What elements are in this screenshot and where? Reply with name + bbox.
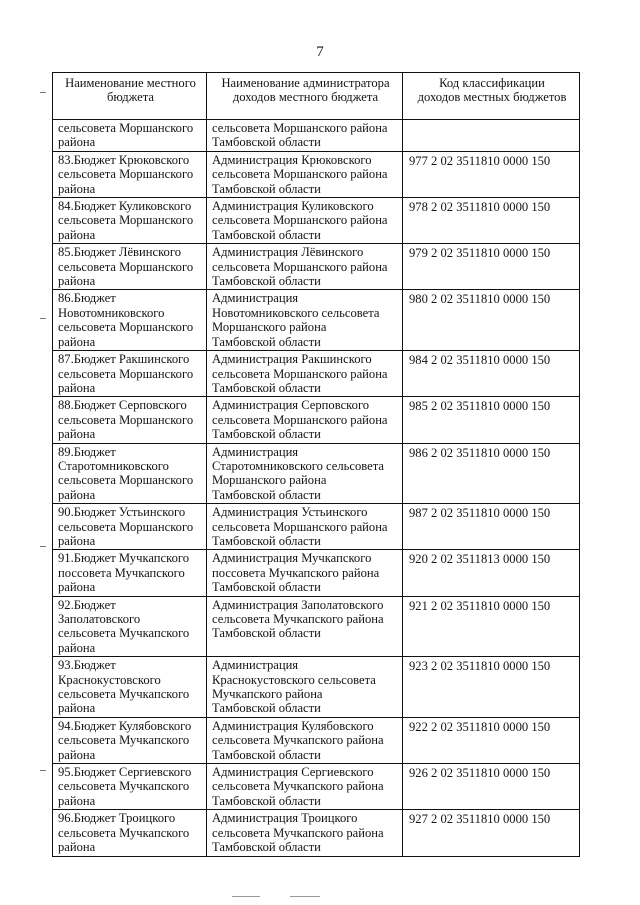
- cell-budget-name: 92.Бюджет Заполатовского сельсовета Мучкапского района: [53, 596, 207, 657]
- cell-classification-code: [403, 120, 580, 152]
- margin-mark: [40, 770, 46, 771]
- cell-budget-name: 95.Бюджет Сергиевского сельсовета Мучкапского района: [53, 764, 207, 810]
- cell-administrator-name: Администрация Крюковского сельсовета Моршанского района Тамбовской области: [207, 151, 403, 197]
- cell-classification-code: 920 2 02 3511813 0000 150: [403, 550, 580, 596]
- cell-administrator-name: Администрация Троицкого сельсовета Мучкапского района Тамбовской области: [207, 810, 403, 856]
- cell-classification-code: 980 2 02 3511810 0000 150: [403, 290, 580, 351]
- table-row: [53, 596, 580, 657]
- table-row: [53, 120, 580, 152]
- cell-budget-name: 89.Бюджет Старотомниковского сельсовета Моршанского района: [53, 443, 207, 504]
- table-row: [53, 717, 580, 763]
- header-row: [53, 73, 580, 120]
- cell-budget-name: 88.Бюджет Серповского сельсовета Моршанского района: [53, 397, 207, 443]
- table-row: [53, 244, 580, 290]
- cell-administrator-name: Администрация Лёвинского сельсовета Моршанского района Тамбовской области: [207, 244, 403, 290]
- cell-administrator-name: Администрация Мучкапского поссовета Мучкапского района Тамбовской области: [207, 550, 403, 596]
- table-row: [53, 351, 580, 397]
- table-row: [53, 504, 580, 550]
- table-row: [53, 198, 580, 244]
- footer-mark: [290, 896, 320, 897]
- cell-administrator-name: Администрация Устьинского сельсовета Моршанского района Тамбовской области: [207, 504, 403, 550]
- table-row: [53, 151, 580, 197]
- cell-administrator-name: Администрация Куликовского сельсовета Моршанского района Тамбовской области: [207, 198, 403, 244]
- table-row: [53, 443, 580, 504]
- cell-classification-code: 922 2 02 3511810 0000 150: [403, 717, 580, 763]
- cell-administrator-name: сельсовета Моршанского района Тамбовской области: [207, 120, 403, 152]
- cell-classification-code: 977 2 02 3511810 0000 150: [403, 151, 580, 197]
- cell-classification-code: 987 2 02 3511810 0000 150: [403, 504, 580, 550]
- cell-classification-code: 927 2 02 3511810 0000 150: [403, 810, 580, 856]
- cell-budget-name: 90.Бюджет Устьинского сельсовета Моршанского района: [53, 504, 207, 550]
- header-budget-name: Наименование местного бюджета: [53, 73, 207, 120]
- cell-budget-name: 86.Бюджет Новотомниковского сельсовета Моршанского района: [53, 290, 207, 351]
- cell-budget-name: 87.Бюджет Ракшинского сельсовета Моршанского района: [53, 351, 207, 397]
- margin-mark: [40, 546, 46, 547]
- cell-administrator-name: Администрация Новотомниковского сельсовета Моршанского района Тамбовской области: [207, 290, 403, 351]
- cell-budget-name: 84.Бюджет Куликовского сельсовета Моршанского района: [53, 198, 207, 244]
- cell-classification-code: 923 2 02 3511810 0000 150: [403, 657, 580, 718]
- table-row: [53, 290, 580, 351]
- cell-classification-code: 985 2 02 3511810 0000 150: [403, 397, 580, 443]
- cell-classification-code: 986 2 02 3511810 0000 150: [403, 443, 580, 504]
- cell-administrator-name: Администрация Серповского сельсовета Моршанского района Тамбовской области: [207, 397, 403, 443]
- footer-mark: [232, 896, 260, 897]
- table-row: [53, 810, 580, 856]
- table-row: [53, 397, 580, 443]
- cell-budget-name: 91.Бюджет Мучкапского поссовета Мучкапского района: [53, 550, 207, 596]
- cell-budget-name: сельсовета Моршанского района: [53, 120, 207, 152]
- cell-classification-code: 926 2 02 3511810 0000 150: [403, 764, 580, 810]
- table-body: [53, 120, 580, 857]
- cell-classification-code: 979 2 02 3511810 0000 150: [403, 244, 580, 290]
- cell-budget-name: 96.Бюджет Троицкого сельсовета Мучкапского района: [53, 810, 207, 856]
- margin-mark: [40, 92, 46, 93]
- cell-classification-code: 984 2 02 3511810 0000 150: [403, 351, 580, 397]
- cell-administrator-name: Администрация Кулябовского сельсовета Мучкапского района Тамбовской области: [207, 717, 403, 763]
- cell-administrator-name: Администрация Заполатовского сельсовета Мучкапского района Тамбовской области: [207, 596, 403, 657]
- page-number: 7: [316, 44, 324, 60]
- table-header: [53, 73, 580, 120]
- cell-budget-name: 83.Бюджет Крюковского сельсовета Моршанского района: [53, 151, 207, 197]
- cell-administrator-name: Администрация Сергиевского сельсовета Мучкапского района Тамбовской области: [207, 764, 403, 810]
- cell-administrator-name: Администрация Ракшинского сельсовета Моршанского района Тамбовской области: [207, 351, 403, 397]
- budget-table: [52, 72, 580, 857]
- header-administrator-name: Наименование администратора доходов местного бюджета: [207, 73, 403, 120]
- table-row: [53, 657, 580, 718]
- table-row: [53, 550, 580, 596]
- header-classification-code: Код классификации доходов местных бюджетов: [403, 73, 580, 120]
- table-row: [53, 764, 580, 810]
- cell-administrator-name: Администрация Старотомниковского сельсовета Моршанского района Тамбовской области: [207, 443, 403, 504]
- cell-budget-name: 85.Бюджет Лёвинского сельсовета Моршанского района: [53, 244, 207, 290]
- cell-classification-code: 921 2 02 3511810 0000 150: [403, 596, 580, 657]
- margin-mark: [40, 318, 46, 319]
- cell-budget-name: 94.Бюджет Кулябовского сельсовета Мучкапского района: [53, 717, 207, 763]
- cell-classification-code: 978 2 02 3511810 0000 150: [403, 198, 580, 244]
- cell-budget-name: 93.Бюджет Краснокустовского сельсовета Мучкапского района: [53, 657, 207, 718]
- cell-administrator-name: Администрация Краснокустовского сельсовета Мучкапского района Тамбовской области: [207, 657, 403, 718]
